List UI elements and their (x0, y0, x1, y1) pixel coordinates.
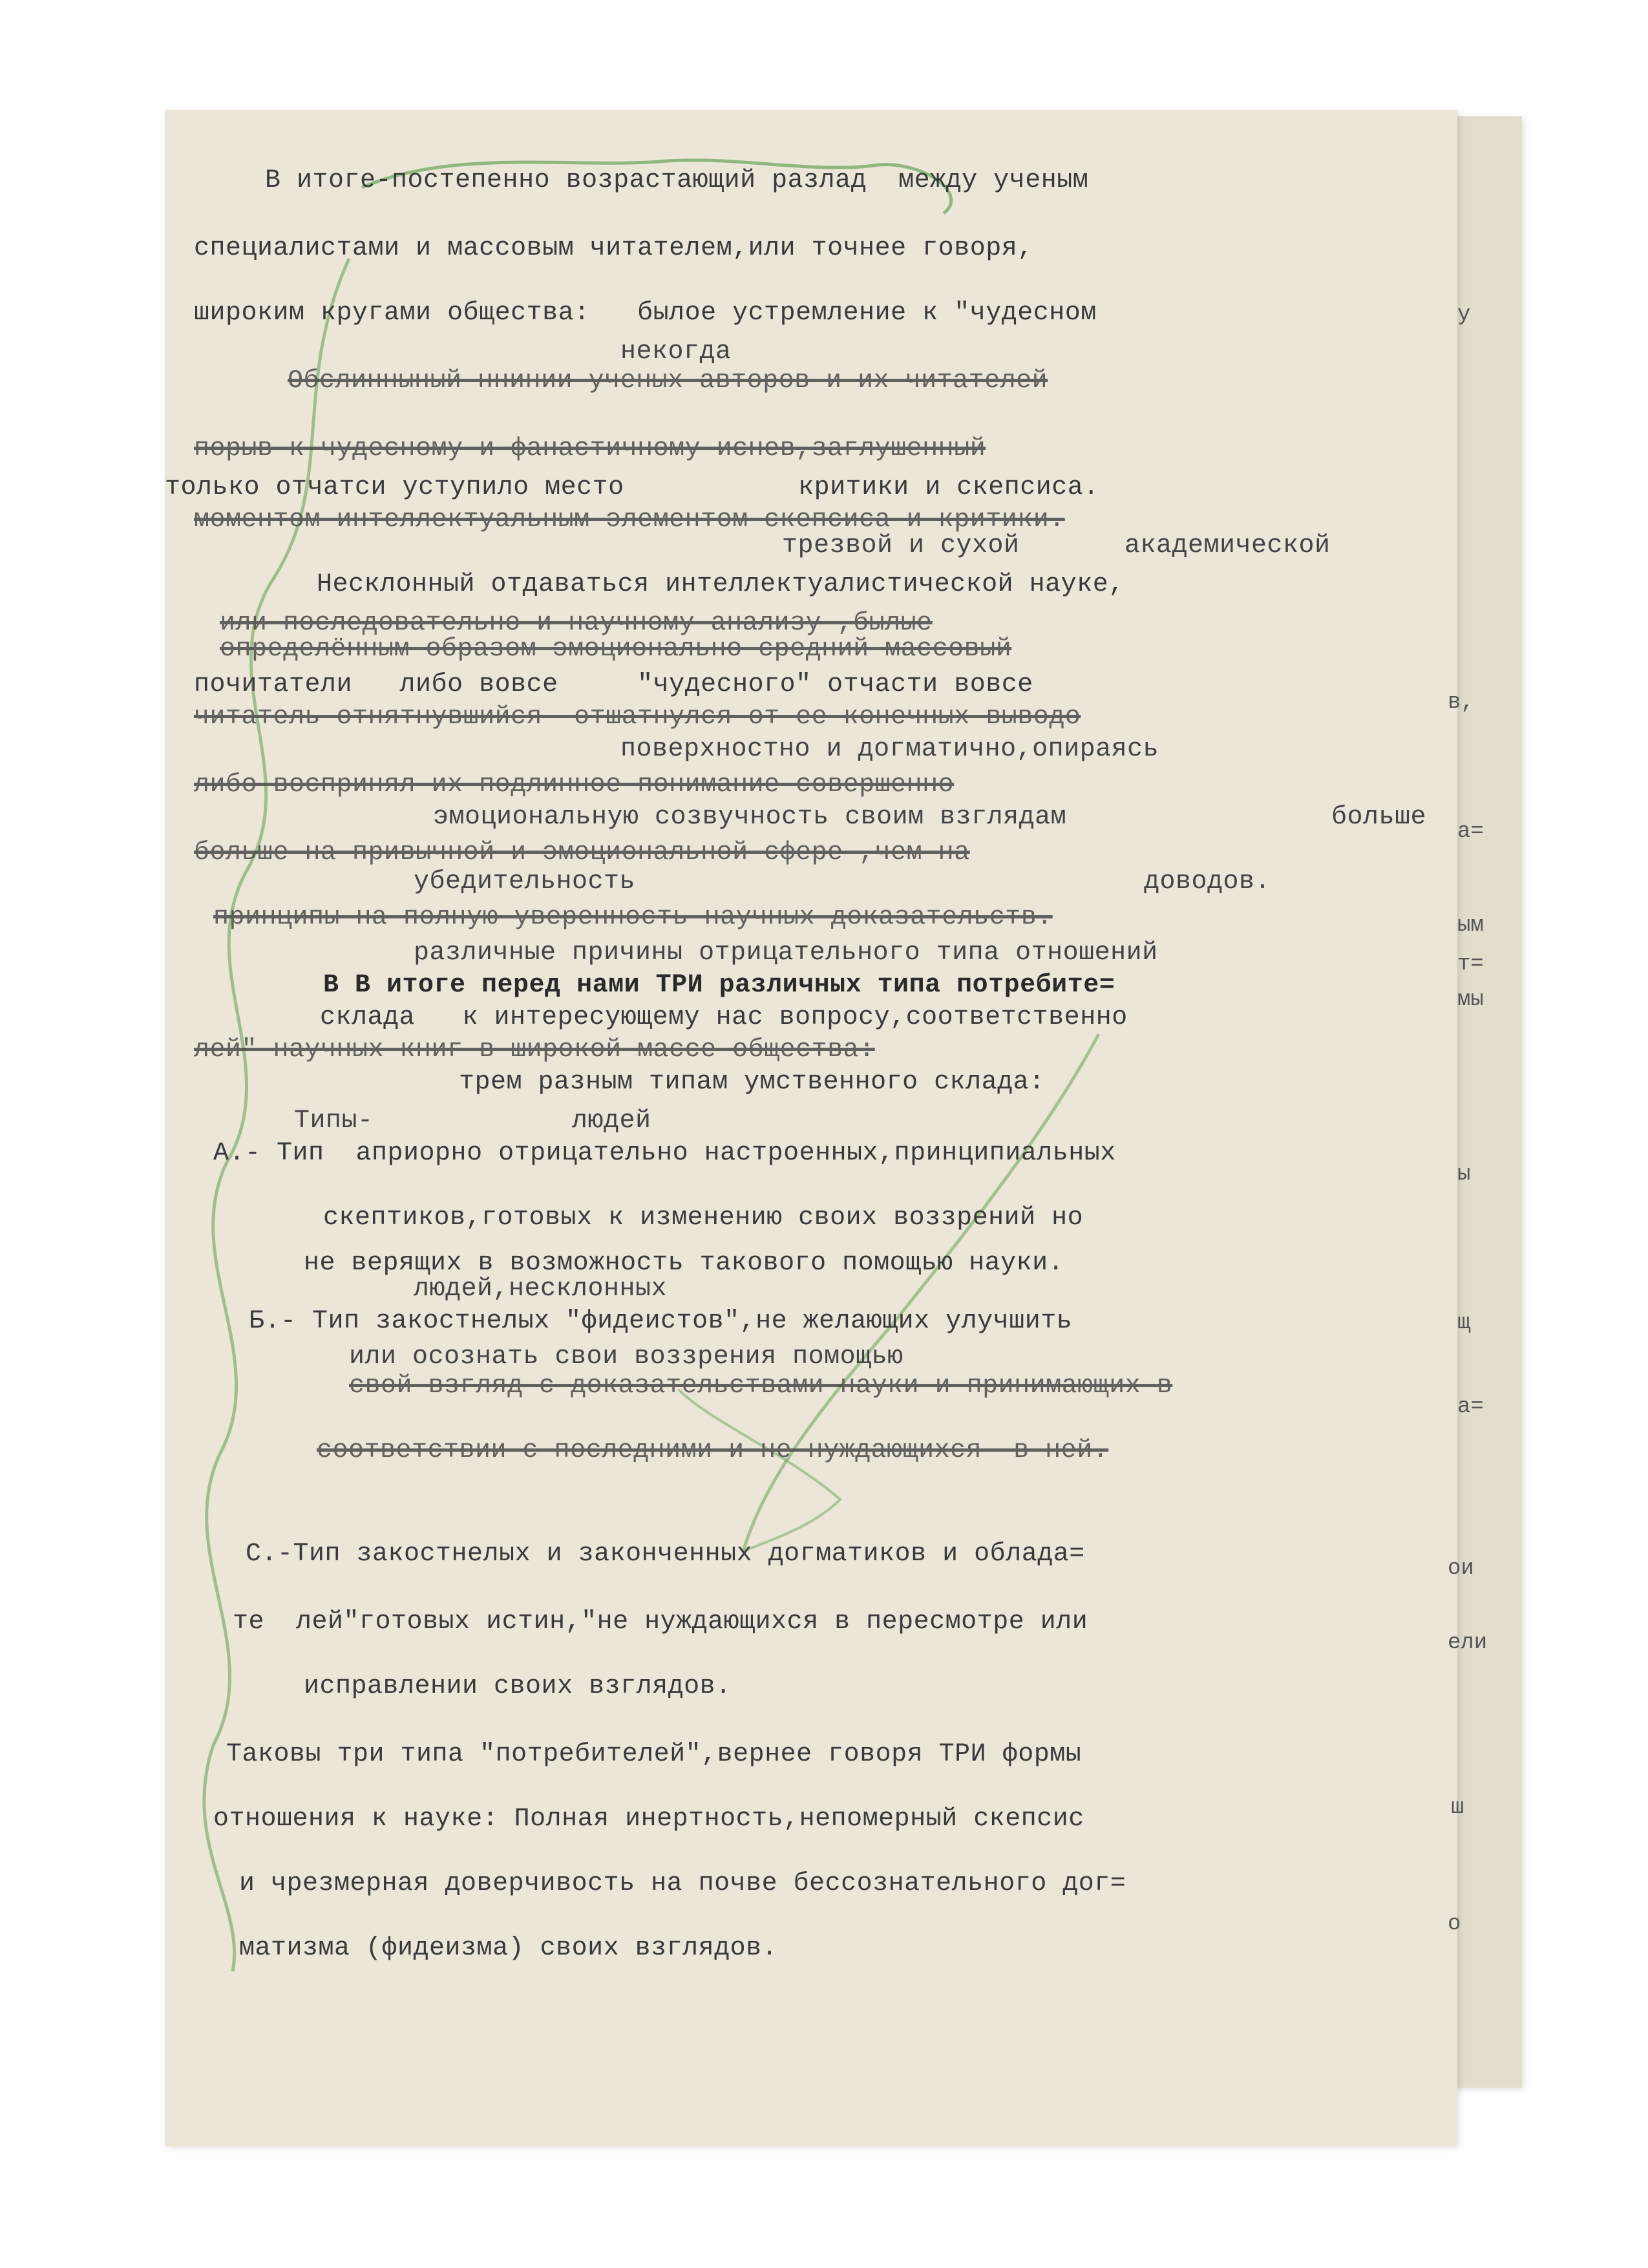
struck-line: больше на привычной и эмоциональной сфере ,чем на (194, 838, 970, 867)
inserted-line: людей,несклонных (414, 1275, 668, 1304)
struck-line: либо воспринял их подлинное понимание совершенно (194, 770, 955, 800)
green-scribble-bottom (679, 1390, 840, 1551)
inserted-line: больше (1331, 803, 1427, 832)
typed-line: не верящих в возможность такового помощью науки. (304, 1249, 1064, 1278)
margin-fragment: ои (1448, 1556, 1474, 1581)
margin-fragment: ы (1457, 1162, 1471, 1187)
struck-line: лей" научных книг в широкой массе общества: (194, 1035, 875, 1065)
typed-line: исправлении своих взглядов. (304, 1672, 732, 1701)
margin-fragment: щ (1457, 1311, 1471, 1335)
typed-line: и чрезмерная доверчивость на почве бессознательного дог= (239, 1869, 1126, 1898)
struck-line: соответствии с последними и не нуждающихся в ней. (317, 1436, 1109, 1465)
struck-line: порыв к чудесному и фанастичному иснев,заглушенный (194, 434, 986, 463)
margin-fragment: в, (1448, 690, 1474, 715)
inserted-line: убедительность (414, 867, 636, 896)
inserted-line: некогда (620, 337, 732, 366)
typed-line: В В итоге перед нами ТРИ различных типа потребите= (323, 971, 1115, 1000)
typed-line: только отчатси уступило место критики и скепсиса. (165, 473, 1099, 502)
typed-line: В итоге-постепенно возрастающий разлад между ученым (265, 166, 1089, 195)
margin-fragment: а= (1457, 820, 1484, 844)
margin-fragment: т= (1457, 952, 1484, 977)
inserted-line: людей (572, 1107, 651, 1136)
margin-fragment: о (1448, 1912, 1461, 1936)
margin-fragment: у (1457, 302, 1471, 327)
inserted-line: различные причины отрицательного типа отношений (414, 938, 1158, 968)
struck-line: определённым образом эмоционально средний массовый (220, 635, 1012, 664)
struck-line: моментом интеллектуальным элементом скепсиса и критики. (194, 505, 1065, 535)
inserted-line: поверхностно и догматично,опираясь (620, 735, 1159, 764)
green-scribble-right (743, 1034, 1099, 1551)
typed-line: широким кругами общества: былое устремление к "чудесном (194, 299, 1097, 328)
margin-fragment: а= (1457, 1395, 1484, 1419)
typed-line: трем разным типам умственного склада: (459, 1068, 1045, 1097)
struck-line: свой взгляд с доказательствами науки и принимающих в (349, 1372, 1173, 1401)
typed-line: Таковы три типа "потребителей",вернее говоря ТРИ формы (226, 1740, 1082, 1769)
inserted-line: академической (1125, 531, 1331, 560)
margin-fragment: ш (1451, 1796, 1464, 1820)
struck-line: принципы на полную уверенность научных доказательств. (213, 903, 1053, 932)
typed-line: матизма (фидеизма) своих взглядов. (239, 1934, 778, 1963)
typed-line: С.-Тип закостнелых и законченных догматиков и облада= (246, 1540, 1085, 1569)
margin-fragment: ым (1457, 913, 1484, 938)
struck-line: Обслинныный ннинии ученых авторов и их читателей (288, 366, 1048, 396)
typed-line: отношения к науке: Полная инертность,непомерный скепсис (213, 1805, 1084, 1834)
typed-line: почитатели либо вовсе "чудесного" отчасти вовсе (194, 670, 1033, 699)
inserted-line: Типы- (294, 1107, 374, 1136)
inserted-line: трезвой и сухой (782, 531, 1020, 560)
typed-line: те лей"готовых истин,"не нуждающихся в пересмотре или (233, 1607, 1088, 1637)
typed-line: А.- Тип априорно отрицательно настроенных,принципиальных (213, 1139, 1116, 1168)
typed-line: Б.- Тип закостнелых "фидеистов",не желающих улучшить (249, 1307, 1073, 1336)
typed-line: скептиков,готовых к изменению своих воззрений но (323, 1203, 1084, 1233)
margin-fragment: мы (1457, 988, 1484, 1012)
margin-fragment: ели (1448, 1631, 1488, 1655)
inserted-line: эмоциональную созвучность своим взглядам (433, 803, 1067, 832)
typed-line: склада к интересующему нас вопросу,соответственно (320, 1003, 1128, 1032)
struck-line: или последовательно и научному анализу ,былые (220, 609, 933, 638)
typed-line: Несклонный отдаваться интеллектуалистической науке, (317, 570, 1125, 599)
inserted-line: доводов. (1144, 867, 1271, 896)
typed-line: специалистами и массовым читателем,или точнее говоря, (194, 234, 1033, 263)
struck-line: читатель отнятнувшийся отшатнулся от ее конечных выводо (194, 703, 1081, 732)
inserted-line: или осознать свои воззрения помощью (349, 1342, 903, 1372)
